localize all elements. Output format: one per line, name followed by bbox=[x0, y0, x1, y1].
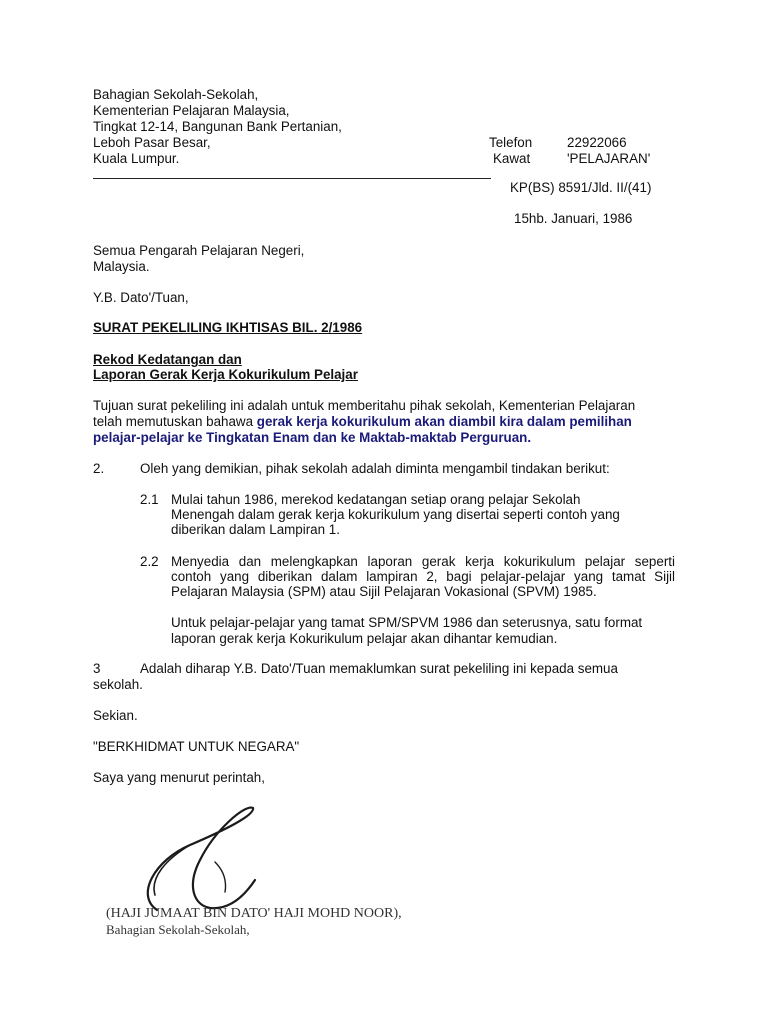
item22-line-2: contoh yang diberikan dalam lampiran 2, bagi pelajar-pelajar yang tamat Sijil bbox=[171, 569, 675, 584]
para3-line-1: Adalah diharap Y.B. Dato'/Tuan memaklumkan surat pekeliling ini kepada semua bbox=[140, 661, 618, 676]
para3-line-2: sekolah. bbox=[93, 677, 143, 692]
item21-line-2: Menengah dalam gerak kerja kokurikulum yang disertai seperti contoh yang bbox=[171, 507, 620, 522]
header-rule bbox=[93, 178, 491, 179]
item21-number: 2.1 bbox=[140, 492, 159, 507]
circular-title: SURAT PEKELILING IKHTISAS BIL. 2/1986 bbox=[93, 320, 363, 335]
sign-off: Saya yang menurut perintah, bbox=[93, 770, 265, 785]
telefon-value: 22922066 bbox=[567, 135, 627, 150]
sender-line-3: Tingkat 12-14, Bangunan Bank Pertanian, bbox=[93, 119, 342, 134]
signatory-department: Bahagian Sekolah-Sekolah, bbox=[106, 922, 250, 937]
para2-number: 2. bbox=[93, 461, 105, 476]
para2-text: Oleh yang demikian, pihak sekolah adalah diminta mengambil tindakan berikut: bbox=[140, 461, 610, 476]
signatory-name: (HAJI JUMAAT BIN DATO' HAJI MOHD NOOR), bbox=[106, 906, 402, 921]
subject-line-2: Laporan Gerak Kerja Kokurikulum Pelajar bbox=[93, 367, 358, 382]
item22-line-1: Menyedia dan melengkapkan laporan gerak kerja kokurikulum pelajar seperti bbox=[171, 554, 675, 569]
sender-line-2: Kementerian Pelajaran Malaysia, bbox=[93, 103, 290, 118]
subject-line-1: Rekod Kedatangan dan bbox=[93, 352, 242, 367]
motto: "BERKHIDMAT UNTUK NEGARA" bbox=[93, 739, 300, 754]
recipient-line-1: Semua Pengarah Pelajaran Negeri, bbox=[93, 243, 305, 258]
para3-number: 3 bbox=[93, 661, 101, 676]
para1-line-2-plain: telah memutuskan bahawa bbox=[93, 414, 257, 429]
sender-line-5: Kuala Lumpur. bbox=[93, 151, 180, 166]
closing: Sekian. bbox=[93, 708, 138, 723]
para1-line-3-emphasis: pelajar-pelajar ke Tingkatan Enam dan ke Maktab-maktab Perguruan. bbox=[93, 430, 532, 445]
recipient-line-2: Malaysia. bbox=[93, 259, 150, 274]
letter-date: 15hb. Januari, 1986 bbox=[514, 211, 633, 226]
item22-note-line-2: laporan gerak kerja Kokurikulum pelajar akan dihantar kemudian. bbox=[171, 631, 558, 646]
item22-line-3: Pelajaran Malaysia (SPM) atau Sijil Pelajaran Vokasional (SPVM) 1985. bbox=[171, 584, 597, 599]
para1-line-1: Tujuan surat pekeliling ini adalah untuk memberitahu pihak sekolah, Kementerian Pelajaran bbox=[93, 398, 636, 413]
telefon-label: Telefon bbox=[489, 135, 533, 150]
sender-line-4: Leboh Pasar Besar, bbox=[93, 135, 211, 150]
reference-number: KP(BS) 8591/Jld. II/(41) bbox=[510, 180, 652, 195]
item21-line-1: Mulai tahun 1986, merekod kedatangan setiap orang pelajar Sekolah bbox=[171, 492, 581, 507]
salutation: Y.B. Dato'/Tuan, bbox=[93, 290, 189, 305]
item22-number: 2.2 bbox=[140, 554, 159, 569]
para1-line-2 bbox=[93, 414, 632, 429]
sender-line-1: Bahagian Sekolah-Sekolah, bbox=[93, 87, 259, 102]
item22-note-line-1: Untuk pelajar-pelajar yang tamat SPM/SPVM 1986 dan seterusnya, satu format bbox=[171, 615, 643, 630]
para1-line-2-emphasis: gerak kerja kokurikulum akan diambil kira dalam pemilihan bbox=[256, 414, 632, 429]
kawat-label: Kawat bbox=[493, 151, 531, 166]
item21-line-3: diberikan dalam Lampiran 1. bbox=[171, 522, 340, 537]
kawat-value: 'PELAJARAN' bbox=[567, 151, 651, 166]
